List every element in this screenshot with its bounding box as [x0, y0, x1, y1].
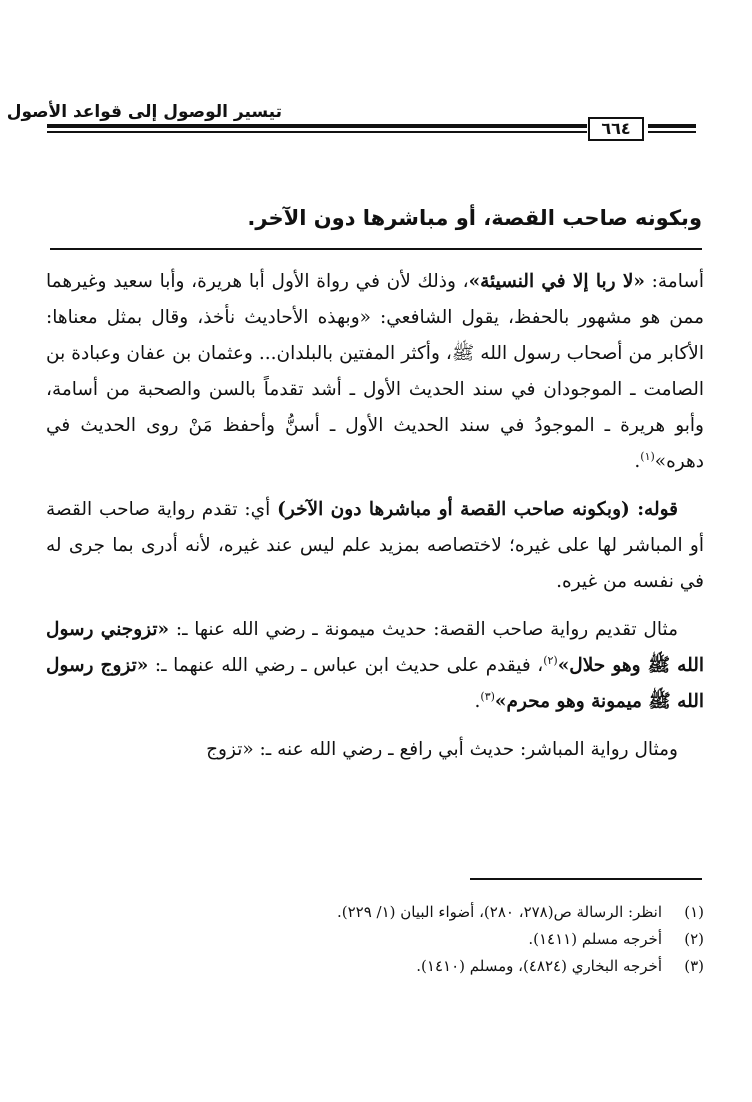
commentary-body: [46, 264, 704, 780]
hadith-quote: «تزوج رسول الله ﷺ ميمونة وهو محرم»: [46, 655, 704, 712]
footnote-text: أخرجه البخاري (٤٨٢٤)، ومسلم (١٤١٠).: [416, 957, 662, 975]
p3-text: ، فيقدم على حديث ابن عباس ـ رضي الله عنهما ـ:: [148, 655, 544, 676]
paragraph-4: ومثال رواية المباشر: حديث أبي رافع ـ رضي الله عنه ـ: «تزوج: [206, 739, 678, 760]
hadith-quote: «لا ربا إلا في النسيئة»: [468, 271, 645, 292]
matn-text: وبكونه صاحب القصة، أو مباشرها دون الآخر.: [247, 206, 702, 230]
hadith-quote: «تزوجني رسول الله ﷺ وهو حلال»: [46, 619, 704, 676]
footnotes: [60, 899, 704, 980]
footnote-item: [60, 953, 704, 980]
page-number: ٦٦٤: [588, 117, 644, 141]
footnote-number: (٣): [684, 957, 704, 975]
matn-quote: (وبكونه صاحب القصة أو مباشرها دون الآخر): [277, 499, 630, 520]
p1-end: .: [634, 451, 641, 472]
paragraph-2: [46, 492, 704, 600]
p2-text: أي: تقدم رواية صاحب القصة أو المباشر لها على غيره؛ لاختصاصه بمزيد علم ليس عند غيره، لأنه أدرى بما جرى له في نفسه من غيره.: [46, 499, 704, 592]
p3-end: .: [474, 691, 481, 712]
p1-lead: أسامة:: [644, 271, 704, 292]
footnote-number: (١): [684, 903, 704, 921]
footnote-item: [60, 899, 704, 926]
paragraph-1: [46, 264, 704, 480]
footnote-separator: [470, 878, 702, 880]
p1-text: ، وذلك لأن في رواة الأول أبا هريرة، وأبا سعيد وغيرهما ممن هو مشهور بالحفظ، يقول الشافعي: «وبهذه الأحاديث نأخذ، وقال بمثل معناها: الأكابر من أصحاب رسول الله ﷺ، وأكثر المفتين بالبلدان... وعثمان بن عفان وعبادة بن الصامت ـ الموجودان في سند الحديث الأول ـ أشد تقدماً بالسن والصحبة من أسامة، وأبو هريرة ـ الموجودُ في سند الحديث الأول ـ أسنُّ وأحفظ مَنْ روى الحديث في دهره»: [46, 271, 704, 472]
footnote-number: (٢): [684, 930, 704, 948]
page-number-bar-thin: [648, 131, 696, 133]
header-rule-thin: [47, 131, 587, 133]
matn-separator: [50, 248, 702, 250]
footnote-text: انظر: الرسالة ص(٢٧٨، ٢٨٠)، أضواء البيان (١/ ٢٢٩).: [336, 903, 662, 921]
footnote-item: [60, 926, 704, 953]
p2-lead: قوله:: [629, 499, 679, 520]
footnote-ref-2[interactable]: (٢): [543, 653, 558, 667]
footnote-ref-3[interactable]: (٣): [480, 689, 495, 703]
page-number-bar: [648, 124, 696, 128]
running-header-title: تيسير الوصول إلى قواعد الأصول: [6, 102, 282, 122]
footnote-text: أخرجه مسلم (١٤١١).: [528, 930, 662, 948]
footnote-ref-1[interactable]: (١): [640, 449, 655, 463]
p3-lead: مثال تقديم رواية صاحب القصة: حديث ميمونة ـ رضي الله عنها ـ:: [169, 619, 678, 640]
header-rule: [47, 124, 587, 128]
paragraph-3: [46, 612, 704, 720]
